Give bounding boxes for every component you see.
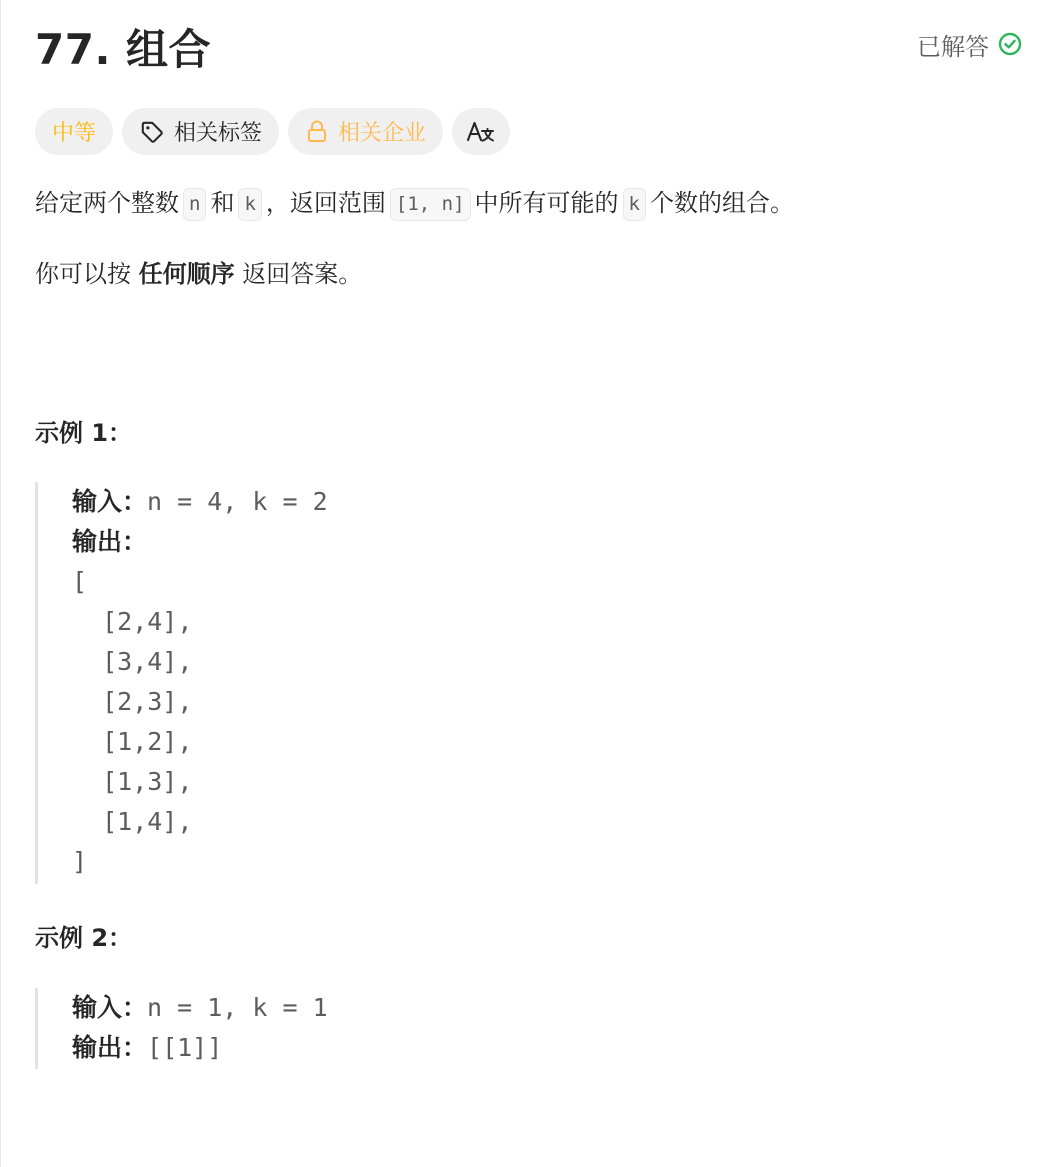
output-label: 输出：	[72, 1033, 148, 1062]
example-1-title: 示例 1：	[35, 419, 133, 447]
output-label: 输出：	[72, 527, 148, 556]
emphasis-text: 任何顺序	[138, 260, 235, 288]
output-line: [1,4],	[72, 807, 193, 836]
inline-code-k: k	[238, 188, 261, 221]
text-segment: 和	[210, 189, 235, 217]
input-value: n = 1, k = 1	[147, 993, 328, 1022]
example-2-input-line	[72, 988, 328, 1028]
inline-code-k2: k	[623, 188, 646, 221]
example-2-block	[35, 988, 328, 1069]
text-segment: 给定两个整数	[35, 189, 179, 217]
input-value: n = 4, k = 2	[147, 487, 328, 516]
problem-content	[35, 185, 1015, 292]
output-value: [[1]]	[147, 1033, 223, 1062]
check-circle-icon	[997, 31, 1023, 57]
problem-title[interactable]: 77. 组合	[35, 25, 212, 74]
topics-tag-button[interactable]	[122, 108, 279, 155]
problem-tags	[35, 108, 510, 155]
description-paragraph-1	[35, 185, 1015, 221]
difficulty-badge[interactable]	[35, 108, 113, 155]
text-segment: 你可以按	[35, 260, 131, 288]
text-segment: 返回答案。	[242, 260, 363, 288]
example-1-input-line	[72, 482, 328, 522]
tag-icon	[139, 119, 165, 145]
topics-tag-label: 相关标签	[174, 121, 263, 146]
companies-tag-label: 相关企业	[338, 121, 427, 146]
text-segment: 个数的组合。	[650, 189, 794, 217]
example-2-output-line	[72, 1028, 328, 1068]
text-segment: ，返回范围	[265, 189, 386, 217]
solved-label: 已解答	[917, 32, 989, 61]
inline-code-n: n	[183, 188, 206, 221]
output-line: [1,3],	[72, 767, 193, 796]
output-line: [3,4],	[72, 647, 193, 676]
output-line: [	[72, 567, 88, 596]
lock-icon	[305, 119, 329, 145]
output-line: [2,4],	[72, 607, 193, 636]
solved-status	[917, 27, 1023, 62]
input-label: 输入：	[72, 487, 148, 516]
output-line: ]	[72, 847, 88, 876]
output-line: [2,3],	[72, 687, 193, 716]
description-paragraph-2	[35, 256, 1015, 292]
translate-button[interactable]	[452, 108, 510, 155]
example-2-title: 示例 2：	[35, 924, 133, 952]
example-1-output-line	[72, 522, 328, 562]
problem-header	[35, 14, 1023, 80]
companies-tag-button[interactable]	[288, 108, 443, 155]
translate-icon	[466, 119, 496, 145]
difficulty-label: 中等	[52, 121, 97, 146]
output-line: [1,2],	[72, 727, 193, 756]
example-1-block	[35, 482, 328, 884]
input-label: 输入：	[72, 993, 148, 1022]
text-segment: 中所有可能的	[474, 189, 619, 217]
inline-code-range: [1, n]	[390, 188, 471, 221]
